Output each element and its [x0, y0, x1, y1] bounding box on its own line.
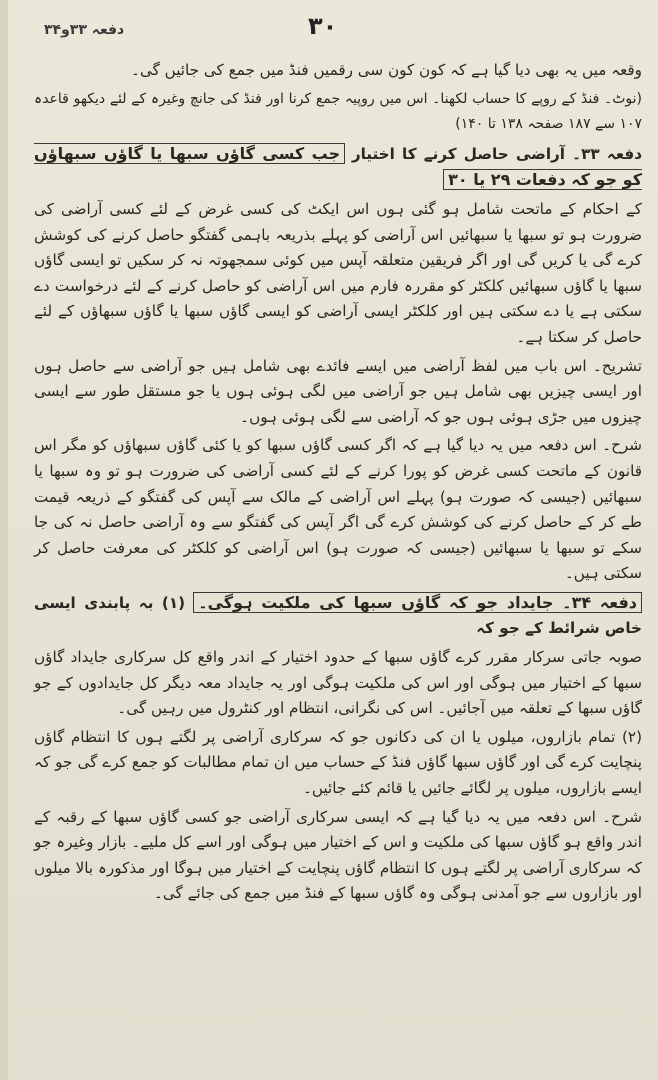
page-header — [8, 10, 658, 48]
paragraph-section-34-1: صوبہ جاتی سرکار مقرر کرے گاؤں سبھا کے حدود اختیار کے اندر واقع کل سرکاری جایداد گاؤں سبھا کے اختیار میں ہوگی اور اس کی ملکیت ہوگی اور یہ جایداد معہ دیگر کل جایدادوں کے جو گاؤں سبھا کے تعلقہ میں آجائیں۔ اس کی نگرانی، انتظام اور کنٹرول میں رہیں گی۔ — [34, 648, 642, 718]
section-33-box: جب کسی گاؤں سبھا یا گاؤں سبھاؤں کو جو کہ دفعات ۲۹ یا ۳۰ — [34, 143, 642, 190]
paragraph-commentary-33: شرح۔ اس دفعہ میں یہ دیا گیا ہے کہ اگر کسی گاؤں سبھا کو یا کئی گاؤں سبھاؤں کو مگر اس قانون کے ماتحت کسی غرض کو پورا کرنے کے لئے کسی آراضی کی ضرورت ہو تو وہ سبھا یا سبھائیں (جیسی کہ صورت ہو) پہلے اس آراضی کے مالک سے آپس کی گفتگو کے ذریعہ قیمت طے کر کے حاصل کرنے کی کوشش کرے گی اگر آپس کی گفتگو سے وہ آراضی حاصل نہ کی جا سکے تو سبھا یا سبھائیں (جیسی کہ صورت ہو) اس آراضی کو کلکٹر کی معرفت حاصل کر سکتی ہیں۔ — [34, 436, 642, 583]
paragraph-commentary-34: شرح۔ اس دفعہ میں یہ دیا گیا ہے کہ ایسی سرکاری آراضی جو کسی گاؤں سبھا کے رقبہ کے اندر واقع ہو گاؤں سبھا کی ملکیت و اس کے اختیار میں ہوگی اور اسے کل ملیے۔ بازار وغیرہ جو کہ سرکاری آراضی پر لگتے ہوں کا انتظام گاؤں پنچایت کے اختیار میں ہوگا اور مذکورہ بالا میلوں اور بازاروں سے جو آمدنی ہوگی وہ گاؤں سبھا کے فنڈ میں جمع کی جائے گی۔ — [34, 807, 642, 903]
paragraph-explanation: تشریح۔ اس باب میں لفظ آراضی میں ایسے فائدے بھی شامل ہیں جو آراضی سے حاصل ہوں اور ایسی چیزیں بھی شامل ہیں جو آراضی میں لگی ہوئی ہوں یا جو مستقل طور سے ایسی چیزوں میں جڑی ہوئی ہوں جو کہ آراضی سے لگی ہوئی ہوں۔ — [34, 356, 642, 426]
page-number: ۳۰ — [308, 12, 338, 40]
paragraph-section-34-2: (۲) تمام بازاروں، میلوں یا ان کی دکانوں جو کہ سرکاری آراضی پر لگتے ہوں کا انتظام گاؤں پنچایت کرے گی اور گاؤں سبھا گاؤں فنڈ کے حساب میں ان تمام مطالبات کو جمع کرے گی جو کہ ایسے بازاروں، میلوں پر لگائے جائیں یا قائم کئے جائیں۔ — [34, 727, 642, 798]
paragraph-note: (نوٹ۔ فنڈ کے روپے کا حساب لکھنا۔ اس میں روپیہ جمع کرنا اور فنڈ کی جانچ وغیرہ کے لئے دیکھو قاعدہ ۱۰۷ سے ۱۸۷ صفحہ ۱۳۸ تا ۱۴۰) — [34, 90, 642, 133]
paragraph-intro: وقعہ میں یہ بھی دیا گیا ہے کہ کون کون سی رقمیں فنڈ میں جمع کی جائیں گی۔ — [131, 61, 642, 79]
section-34-tail: (۱) بہ پابندی ایسی خاص شرائط کے جو کہ — [34, 593, 642, 638]
section-33-label: دفعہ ۳۳۔ آراضی حاصل کرنے کا اختیار — [351, 144, 643, 163]
section-33-heading — [34, 141, 642, 194]
paragraph-section-33-body: کے احکام کے ماتحت شامل ہو گئی ہوں اس ایکٹ کی کسی غرض کے لئے کسی آراضی کی ضرورت ہو تو سبھا یا سبھائیں اس آراضی کو پہلے بذریعہ باہمی گفتگو حاصل کرنے کی کوشش کرے گی یا کریں گی اور اگر فریقین متعلقہ آپس میں کوئی سمجھوتہ نہ کر سکیں تو ایسی گاؤں سبھا یا گاؤں سبھائیں کلکٹر کو مقررہ فارم میں اس آراضی کو حاصل کرنے کے لئے درخواست دے سکتی ہے یا دے سکتی ہیں اور کلکٹر ایسی آراضی کو ایسی گاؤں سبھا یا گاؤں سبھاؤں کے لئے حاصل کر سکتا ہے۔ — [34, 199, 642, 346]
body-text — [34, 58, 642, 910]
section-reference: دفعہ ۳۳و۳۴ — [44, 22, 125, 38]
section-34-heading — [34, 590, 642, 642]
section-34-box: دفعہ ۳۴۔ جایداد جو کہ گاؤں سبھا کی ملکیت ہوگی۔ — [193, 592, 642, 613]
